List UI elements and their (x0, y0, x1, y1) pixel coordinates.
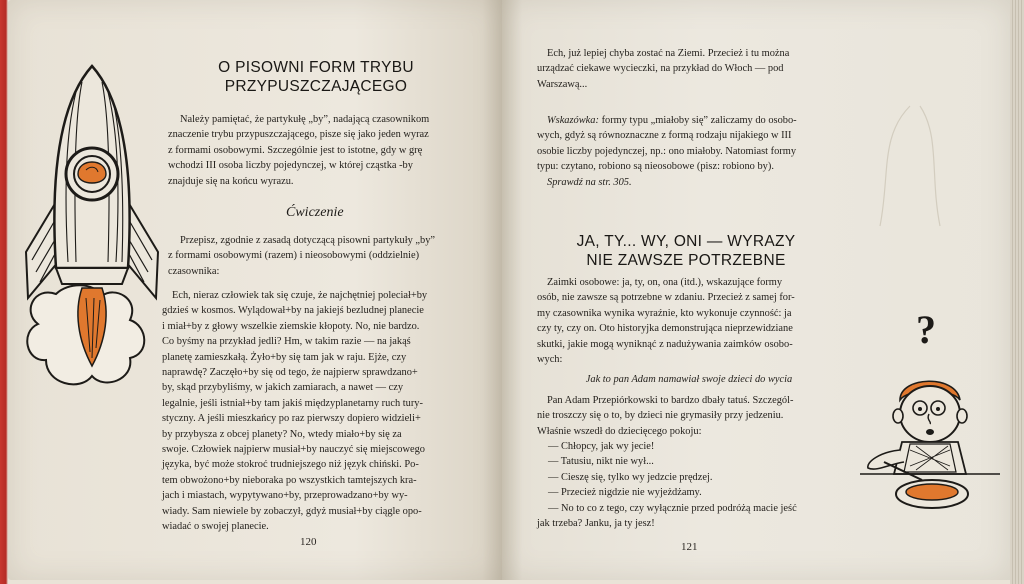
exercise-intro (168, 233, 467, 279)
continued-line: Warszawą... (537, 78, 588, 90)
story-text (537, 393, 841, 439)
dialog-line: — No to co z tego, czy wyłącznie przed podróżą macie jeść (548, 502, 797, 514)
exercise-line: języka, być może stokroć trudniejszego niż język chiński. Po- (162, 459, 419, 471)
page-number-right: 121 (681, 541, 698, 553)
continued-line: urządzać ciekawe wycieczki, na przykład do Włoch — pod (537, 63, 784, 75)
hint-label: Wskazówka: (547, 115, 599, 126)
rule-line: Należy pamiętać, że partykułę „by”, nadającą czasownikom (180, 114, 430, 125)
page-edges (1010, 0, 1024, 584)
exercise-heading: Ćwiczenie (286, 205, 344, 220)
hint-line: typu: czytano, robiono są nieosobowe (pisz: robiono by). (537, 161, 774, 173)
rule-line: znajduje się na końcu wyrazu. (168, 175, 294, 187)
exercise-line: i miał+by z głowy wszelkie ziemskie kłopoty. No, nie bardzo. (162, 320, 420, 332)
check-line: Sprawdź na str. 305. (547, 176, 632, 188)
pronoun-intro (537, 275, 841, 367)
exercise-line: wiady. Sam niewiele by zobaczył, gdyż musiał+by ciągle opo- (162, 505, 422, 517)
exercise-line: jach i miastach, wypytywano+by, przeprowadzano+by wy- (162, 490, 408, 502)
right-title-line-1: JA, TY... WY, ONI — WYRAZY (576, 233, 796, 250)
hint-line: osobie liczby pojedynczej, np.: ono miałoby. Natomiast formy (537, 145, 797, 157)
dialog-line: — Przecież nigdzie nie wyjeżdżamy. (548, 487, 702, 499)
exercise-line: swoje. Człowiek najpierw musiał+by nauczyć się miejscowego (162, 444, 425, 456)
story-line: Pan Adam Przepiórkowski to bardzo dbały tatuś. Szczegól- (547, 395, 794, 406)
exercise-line: gdzieś w kosmos. Wylądował+by na jakiejś bezludnej planecie (162, 305, 424, 317)
dialog-line: — Chłopcy, jak wy jecie! (548, 441, 655, 452)
exercise-line: by, skąd przybyliśmy, w jakich zamiarach, a nawet — czy (162, 382, 404, 394)
continued-line: Ech, już lepiej chyba zostać na Ziemi. Przecież i tu można (547, 48, 790, 59)
exercise-line: styczny. A jeśli mieszkańcy po raz pierwszy dopiero widzieli+ (162, 413, 421, 425)
right-title-line-2: NIE ZAWSZE POTRZEBNE (586, 252, 786, 269)
hint-block (537, 113, 841, 190)
intro-line: czy ty, czy on. Oto historyjka demonstrująca nieprzewidziane (537, 323, 793, 335)
intro-line: Przepisz, zgodnie z zasadą dotyczącą pisowni partykuły „by” (180, 235, 436, 246)
exercise-line: by przybysza z obcej planety? No, wtedy miało+by się za (162, 428, 402, 440)
question-mark: ? (916, 307, 936, 352)
exercise-line: legalnie, jeśli istniał+by tam jakiś międzyplanetarny ruch tury- (162, 397, 423, 409)
intro-line: Zaimki osobowe: ja, ty, on, ona (itd.), wskazujące formy (547, 277, 783, 288)
right-page-title (555, 232, 817, 270)
left-title-line-1: O PISOWNI FORM TRYBU (218, 59, 414, 76)
continued-text (537, 46, 841, 92)
intro-line: my czasownika wynika wyraźnie, kto wykonuje czynność: ja (537, 307, 792, 319)
exercise-line: Co byśmy na przykład jedli? Hm, w takim razie — na jakąś (162, 336, 411, 348)
page-number-left: 120 (300, 536, 317, 548)
exercise-line: planetę zamieszkałą. Żyło+by się tam jak w raju. Ejże, czy (162, 351, 407, 363)
story-last-line: jak trzeba? Janku, ja ty jesz! (537, 518, 655, 529)
exercise-line: naprawdę? Zaczęło+by się od tego, że najpierw sprawdzano+ (162, 367, 418, 379)
boy-with-soup-illustration (860, 370, 1000, 520)
exercise-line: tem obwożono+by nieboraka po wszystkich tamtejszych kra- (162, 474, 417, 486)
exercise-line: wiadać o swojej planecie. (162, 521, 269, 533)
rule-line: wchodzi III osoba liczby pojedynczej, w której cząstka -by (168, 160, 413, 172)
story-title: Jak to pan Adam namawiał swoje dzieci do wycia (585, 374, 793, 385)
rule-line: z formami osobowymi. Szczególnie jest to istotne, gdy w grę (168, 144, 423, 156)
story-line: nie troszczy się o to, by dzieci nie grymasiły przy jedzeniu. (537, 410, 784, 422)
intro-line: czasownika: (168, 265, 220, 277)
dialog-line: — Cieszę się, tylko wy jedzcie prędzej. (548, 471, 713, 483)
story-dialog (530, 439, 841, 516)
story-line: Właśnie wszedł do dziecięcego pokoju: (537, 425, 702, 437)
rocket-illustration (16, 62, 166, 397)
exercise-text (162, 288, 468, 535)
exercise-line: Ech, nieraz człowiek tak się czuje, że najchętniej poleciał+by (172, 290, 428, 301)
hint-line: formy typu „miałoby się” zaliczamy do osobo- (601, 115, 797, 126)
rule-paragraph (168, 112, 467, 189)
dialog-line: — Tatusiu, nikt nie wył... (548, 456, 654, 468)
intro-line: z formami osobowymi (razem) i nieosobowymi (oddzielnie) (168, 250, 420, 262)
show-through-sketch (860, 96, 960, 236)
left-title-line-2: PRZYPUSZCZAJĄCEGO (224, 78, 408, 95)
rule-line: znaczenie trybu przypuszczającego, pisze się jako jeden wyraz (168, 129, 429, 141)
intro-line: skutki, jakie mogą wyniknąć z nadużywania zaimków osobo- (537, 338, 793, 350)
hint-line: wych, gdyż są równoznaczne z formą rodzaju nijakiego w III (537, 130, 792, 142)
intro-line: wych: (537, 354, 563, 366)
left-page-title (196, 58, 436, 96)
intro-line: osób, nie zawsze są potrzebne w zdaniu. Przecież z samej for- (537, 292, 795, 304)
